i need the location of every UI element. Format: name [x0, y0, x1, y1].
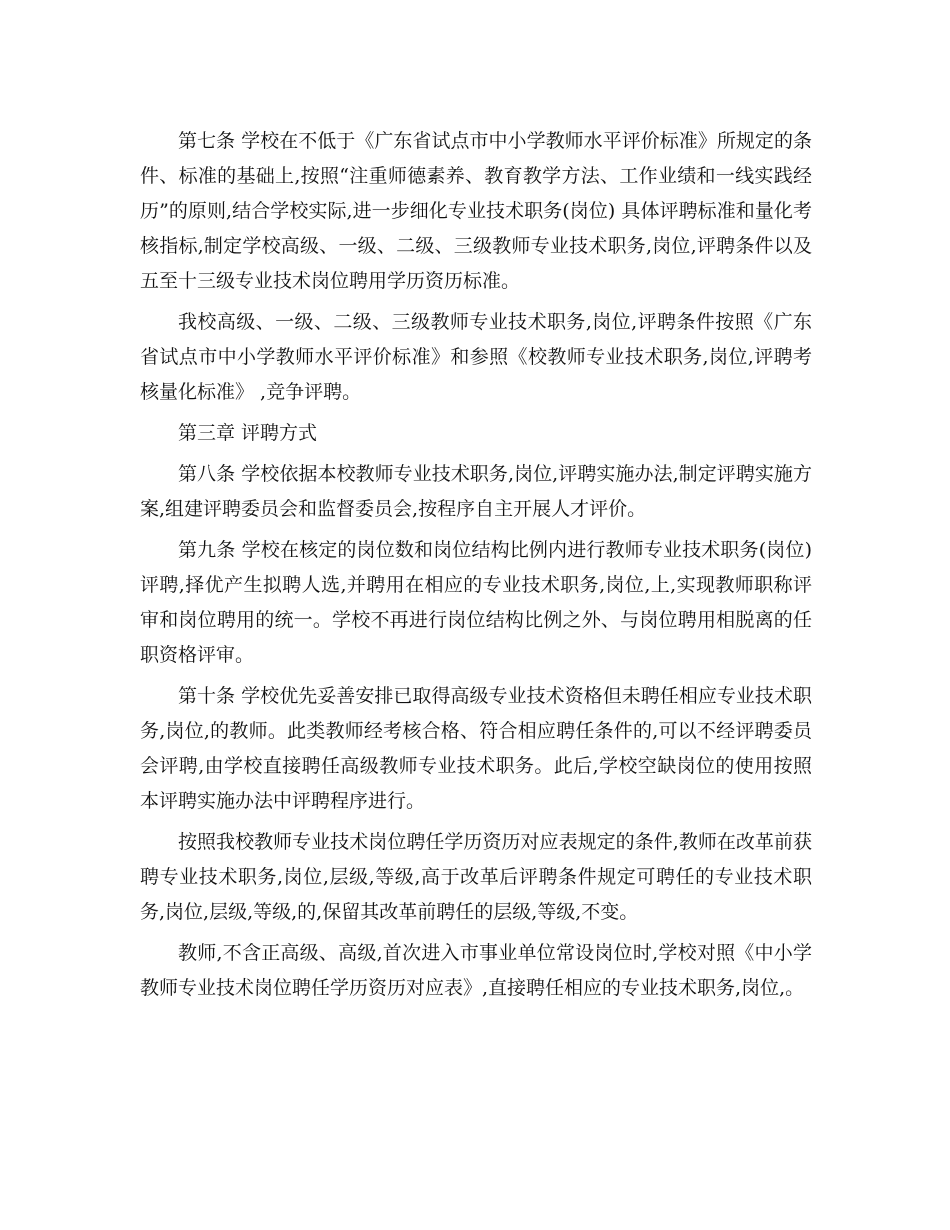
retention-rule-paragraph: 按照我校教师专业技术岗位聘任学历资历对应表规定的条件,教师在改革前获聘专业技术职务,岗位,层级,等级,高于改革后评聘条件规定可聘任的专业技术职务,岗位,层级,等级,的,保留其改革前聘任的层级,等级,不变。 [140, 831, 812, 923]
article-10-paragraph: 第十条 学校优先妥善安排已取得高级专业技术资格但未聘任相应专业技术职务,岗位,的教师。此类教师经考核合格、符合相应聘任条件的,可以不经评聘委员会评聘,由学校直接聘任高级教师专业技术职务。此后,学校空缺岗位的使用按照本评聘实施办法中评聘程序进行。 [140, 685, 812, 812]
article-7-paragraph: 第七条 学校在不低于《广东省试点市中小学教师水平评价标准》所规定的条件、标准的基础上,按照“注重师德素养、教育教学方法、工作业绩和一线实践经历”的原则,结合学校实际,进一步细化专业技术职务(岗位) 具体评聘标准和量化考核指标,制定学校高级、一级、二级、三级教师专业技术职务,岗位,评聘条件以及五至十三级专业技术岗位聘用学历资历标准。 [140, 130, 812, 292]
evaluation-criteria-paragraph: 我校高级、一级、二级、三级教师专业技术职务,岗位,评聘条件按照《广东省试点市中小学教师水平评价标准》和参照《校教师专业技术职务,岗位,评聘考核量化标准》 ,竞争评聘。 [140, 311, 812, 403]
article-9-paragraph: 第九条 学校在核定的岗位数和岗位结构比例内进行教师专业技术职务(岗位) 评聘,择优产生拟聘人选,并聘用在相应的专业技术职务,岗位,上,实现教师职称评审和岗位聘用的统一。学校不再进行岗位结构比例之外、与岗位聘用相脱离的任职资格评审。 [140, 539, 812, 666]
article-8-paragraph: 第八条 学校依据本校教师专业技术职务,岗位,评聘实施办法,制定评聘实施方案,组建评聘委员会和监督委员会,按程序自主开展人才评价。 [140, 463, 812, 520]
document-body [140, 124, 812, 1012]
chapter-3-heading: 第三章 评聘方式 [178, 422, 318, 444]
first-entry-paragraph: 教师,不含正高级、高级,首次进入市事业单位常设岗位时,学校对照《中小学教师专业技术岗位聘任学历资历对应表》,直接聘任相应的专业技术职务,岗位,。 [140, 942, 812, 999]
